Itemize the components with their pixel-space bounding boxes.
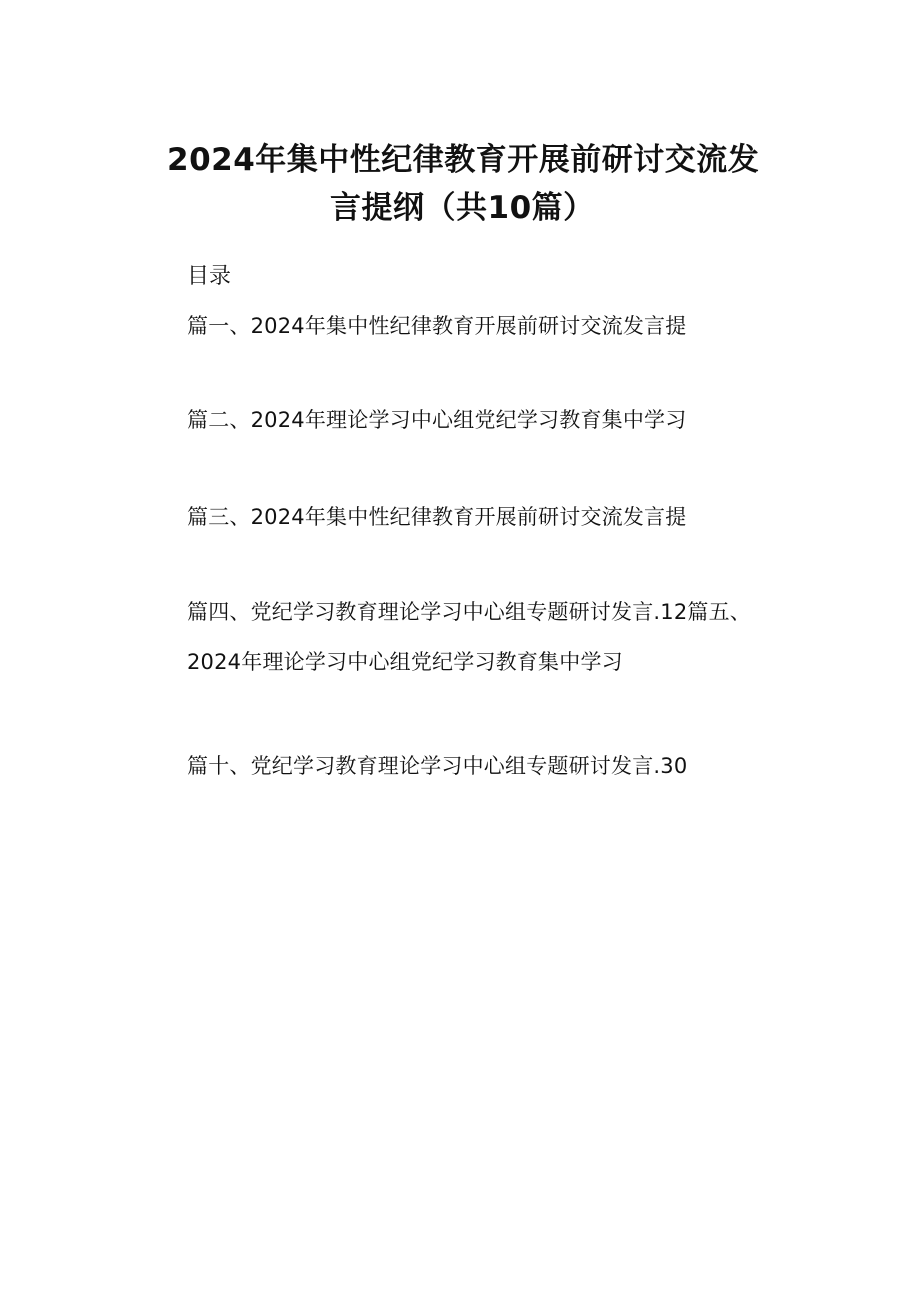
toc-entry: 篇四、党纪学习教育理论学习中心组专题研讨发言.12篇五、 bbox=[187, 600, 751, 624]
toc-entry-continuation: 2024年理论学习中心组党纪学习教育集中学习 bbox=[187, 650, 623, 674]
toc-entry: 篇二、2024年理论学习中心组党纪学习教育集中学习 bbox=[187, 408, 687, 432]
toc-heading: 目录 bbox=[187, 264, 232, 289]
toc-entry: 篇一、2024年集中性纪律教育开展前研讨交流发言提 bbox=[187, 314, 687, 338]
toc-entry: 篇三、2024年集中性纪律教育开展前研讨交流发言提 bbox=[187, 505, 687, 529]
toc-entry: 篇十、党纪学习教育理论学习中心组专题研讨发言.30 bbox=[187, 754, 688, 778]
document-title-line-1: 2024年集中性纪律教育开展前研讨交流发 bbox=[167, 142, 760, 178]
document-title-line-2: 言提纲（共10篇） bbox=[330, 190, 595, 226]
